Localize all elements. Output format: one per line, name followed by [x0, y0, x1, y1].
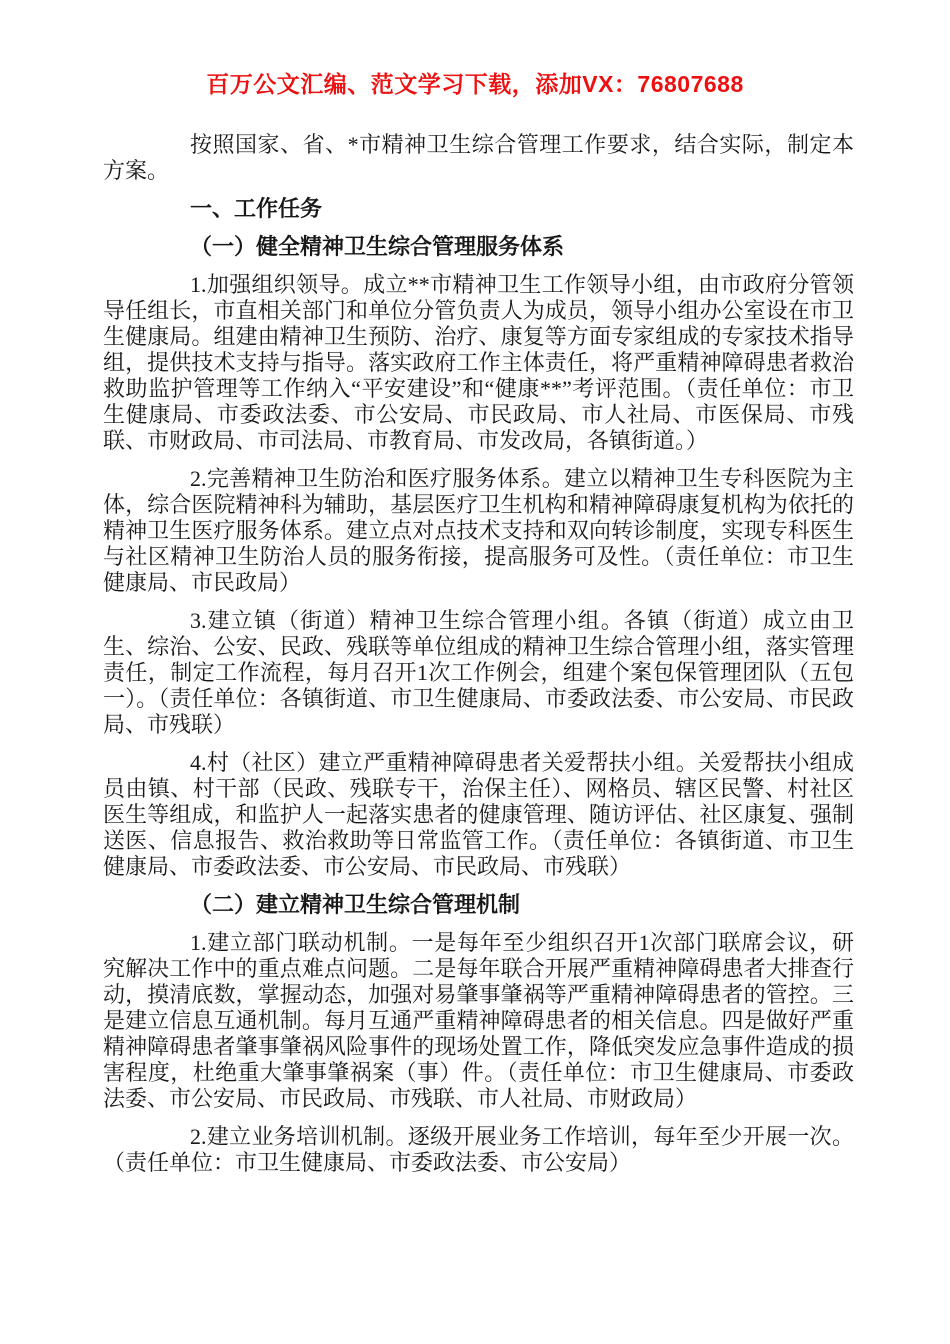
document-body: [103, 132, 854, 1176]
paragraph-organization-leadership: 1.加强组织领导。成立**市精神卫生工作领导小组，由市政府分管领导任组长，市直相关部门和单位分管负责人为成员，领导小组办公室设在市卫生健康局。组建由精神卫生预防、治疗、康复等方面专家组成的专家技术指导组，提供技术支持与指导。落实政府工作主体责任，将严重精神障碍患者救治救助监护管理等工作纳入“平安建设”和“健康**”考评范围。（责任单位：市卫生健康局、市委政法委、市公安局、市民政局、市人社局、市医保局、市残联、市财政局、市司法局、市教育局、市发改局，各镇街道。）: [103, 272, 854, 453]
paragraph-intro: 按照国家、省、*市精神卫生综合管理工作要求，结合实际，制定本方案。: [103, 132, 854, 183]
heading-work-tasks: 一、工作任务: [190, 196, 323, 221]
paragraph-department-linkage: 1.建立部门联动机制。一是每年至少组织召开1次部门联席会议，研究解决工作中的重点难点问题。二是每年联合开展严重精神障碍患者大排查行动，摸清底数，掌握动态，加强对易肇事肇祸等严重精神障碍患者的管控。三是建立信息互通机制。每月互通严重精神障碍患者的相关信息。四是做好严重精神障碍患者肇事肇祸风险事件的现场处置工作，降低突发应急事件造成的损害程度，杜绝重大肇事肇祸案（事）件。（责任单位：市卫生健康局、市委政法委、市公安局、市民政局、市残联、市人社局、市财政局）: [103, 930, 854, 1111]
paragraph-village-care-group: 4.村（社区）建立严重精神障碍患者关爱帮扶小组。关爱帮扶小组成员由镇、村干部（民政、残联专干，治保主任）、网格员、辖区民警、村社区医生等组成，和监护人一起落实患者的健康管理、随访评估、社区康复、强制送医、信息报告、救治救助等日常监管工作。（责任单位：各镇街道、市卫生健康局、市委政法委、市公安局、市民政局、市残联）: [103, 750, 854, 879]
paragraph-town-management-group: 3.建立镇（街道）精神卫生综合管理小组。各镇（街道）成立由卫生、综治、公安、民政、残联等单位组成的精神卫生综合管理小组，落实管理责任，制定工作流程，每月召开1次工作例会，组建个案包保管理团队（五包一）。（责任单位：各镇街道、市卫生健康局、市委政法委、市公安局、市民政局、市残联）: [103, 608, 854, 737]
paragraph-training-mechanism: 2.建立业务培训机制。逐级开展业务工作培训，每年至少开展一次。（责任单位：市卫生健康局、市委政法委、市公安局）: [103, 1124, 854, 1175]
promo-banner-text: 百万公文汇编、范文学习下载，添加VX：76807688: [206, 71, 744, 97]
heading-management-mechanism: （二）建立精神卫生综合管理机制: [190, 892, 521, 917]
heading-service-system: （一）健全精神卫生综合管理服务体系: [190, 234, 565, 259]
paragraph-medical-service-system: 2.完善精神卫生防治和医疗服务体系。建立以精神卫生专科医院为主体，综合医院精神科为辅助，基层医疗卫生机构和精神障碍康复机构为依托的精神卫生医疗服务体系。建立点对点技术支持和双向转诊制度，实现专科医生与社区精神卫生防治人员的服务衔接，提高服务可及性。（责任单位：市卫生健康局、市民政局）: [103, 466, 854, 595]
